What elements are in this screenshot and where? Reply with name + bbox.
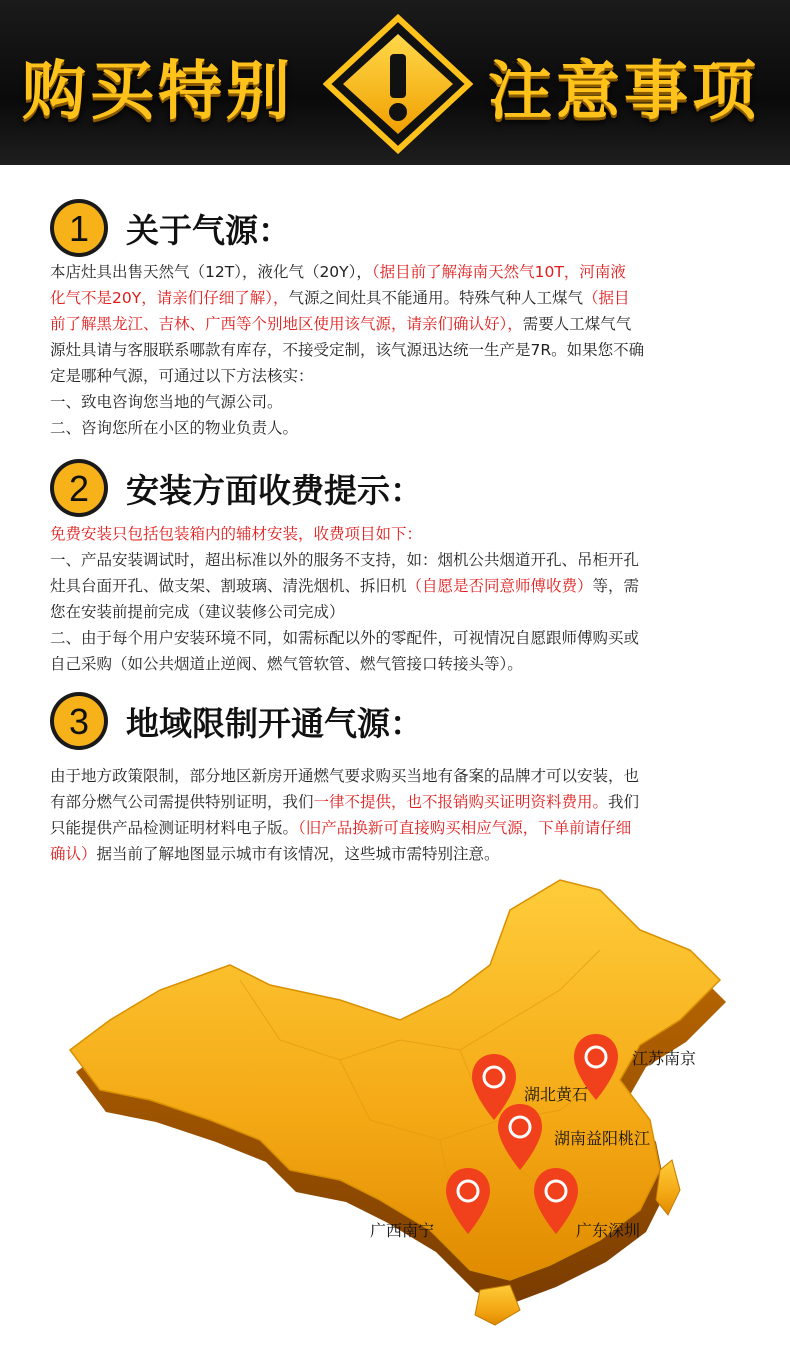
number-badge-3 xyxy=(48,690,110,752)
banner-right-title: 注意事项 xyxy=(488,55,760,129)
text-line xyxy=(50,789,750,815)
location-pin-icon xyxy=(444,1166,492,1236)
location-pin-icon xyxy=(496,1102,544,1172)
text-line xyxy=(50,363,750,389)
body-text: 由于地方政策限制，部分地区新房开通燃气要求购买当地有备案的品牌才可以安装，也 xyxy=(50,767,640,785)
body-text: 自己采购（如公共烟道止逆阀、燃气管软管、燃气管接口转接头等）。 xyxy=(50,655,523,673)
highlight-text: 化气不是20Y，请亲们仔细了解）， xyxy=(50,289,289,307)
text-line xyxy=(50,311,750,337)
body-text: 您在安装前提前完成（建议装修公司完成） xyxy=(50,603,345,621)
body-text: 灶具台面开孔、做支架、割玻璃、清洗烟机、拆旧机 xyxy=(50,577,407,595)
highlight-text: （旧产品换新可直接购买相应气源，下单前请仔细 xyxy=(298,819,632,837)
warning-icon xyxy=(323,14,473,154)
body-text: 只能提供产品检测证明材料电子版。 xyxy=(50,819,299,837)
text-line xyxy=(50,337,750,363)
text-line xyxy=(50,841,750,867)
text-line xyxy=(50,815,750,841)
body-text: 气源之间灶具不能通用。特殊气种人工煤气 xyxy=(288,289,583,307)
pin-label-guangdong-shenzhen: 广东深圳 xyxy=(576,1221,641,1240)
body-text: 等，需 xyxy=(592,577,640,595)
number-badge-2 xyxy=(48,457,110,519)
pin-label-hubei-huangshi: 湖北黄石 xyxy=(524,1085,589,1104)
body-text: 一、致电咨询您当地的气源公司。 xyxy=(50,393,283,411)
section-title-installation-fees: 安装方面收费提示： xyxy=(126,471,423,510)
highlight-text: 一律不提供，也不报销购买证明资料费用。 xyxy=(313,793,609,811)
body-text: 一、产品安装调试时，超出标准以外的服务不支持，如：烟机公共烟道开孔、吊柜开孔 xyxy=(50,551,640,569)
text-line xyxy=(50,573,750,599)
china-map xyxy=(40,870,760,1340)
highlight-text: （据目 xyxy=(582,289,630,307)
body-text: 二、由于每个用户安装环境不同，如需标配以外的零配件，可视情况自愿跟师傅购买或 xyxy=(50,629,640,647)
china-map-shape xyxy=(40,870,760,1340)
highlight-text: （据目前了解海南天然气10T，河南液 xyxy=(371,263,626,281)
section-body-installation-fees xyxy=(50,521,750,677)
text-line xyxy=(50,521,750,547)
banner-left-title: 购买特别 xyxy=(22,55,294,129)
section-body-regional-restrictions xyxy=(50,763,750,867)
body-text: 本店灶具出售天然气（12T），液化气（20Y）， xyxy=(50,263,372,281)
section-title-regional-restrictions: 地域限制开通气源： xyxy=(126,704,423,743)
text-line xyxy=(50,763,750,789)
location-pin-icon xyxy=(532,1166,580,1236)
text-line xyxy=(50,285,750,311)
text-line xyxy=(50,599,750,625)
body-text: 需要人工煤气气 xyxy=(522,315,632,333)
highlight-text: （自愿是否同意师傅收费） xyxy=(406,577,593,595)
body-text: 源灶具请与客服联系哪款有库存，不接受定制，该气源迅达统一生产是7R。如果您不确 xyxy=(50,341,645,359)
body-text: 二、咨询您所在小区的物业负责人。 xyxy=(50,419,299,437)
badge-number: 2 xyxy=(68,468,90,509)
pin-label-jiangsu-nanjing: 江苏南京 xyxy=(632,1049,697,1068)
section-body-gas-source xyxy=(50,259,750,441)
text-line xyxy=(50,625,750,651)
badge-number: 3 xyxy=(68,701,90,742)
text-line xyxy=(50,651,750,677)
pin-label-hunan-yiyang-taojiang: 湖南益阳桃江 xyxy=(554,1129,651,1148)
highlight-text: 前了解黑龙江、吉林、广西等个别地区使用该气源，请亲们确认好）， xyxy=(50,315,523,333)
highlight-text: 确认） xyxy=(50,845,97,863)
body-text: 我们 xyxy=(608,793,640,811)
text-line xyxy=(50,389,750,415)
text-line xyxy=(50,259,750,285)
pin-label-guangxi-nanning: 广西南宁 xyxy=(370,1221,435,1240)
body-text: 据当前了解地图显示城市有该情况，这些城市需特别注意。 xyxy=(96,845,500,863)
badge-number: 1 xyxy=(68,208,90,249)
text-line xyxy=(50,415,750,441)
header-banner xyxy=(0,0,790,165)
highlight-text: 免费安装只包括包装箱内的辅材安装，收费项目如下： xyxy=(50,525,423,543)
body-text: 定是哪种气源，可通过以下方法核实： xyxy=(50,367,314,385)
text-line xyxy=(50,547,750,573)
body-text: 有部分燃气公司需提供特别证明，我们 xyxy=(50,793,314,811)
section-title-gas-source: 关于气源： xyxy=(126,211,291,250)
number-badge-1 xyxy=(48,197,110,259)
